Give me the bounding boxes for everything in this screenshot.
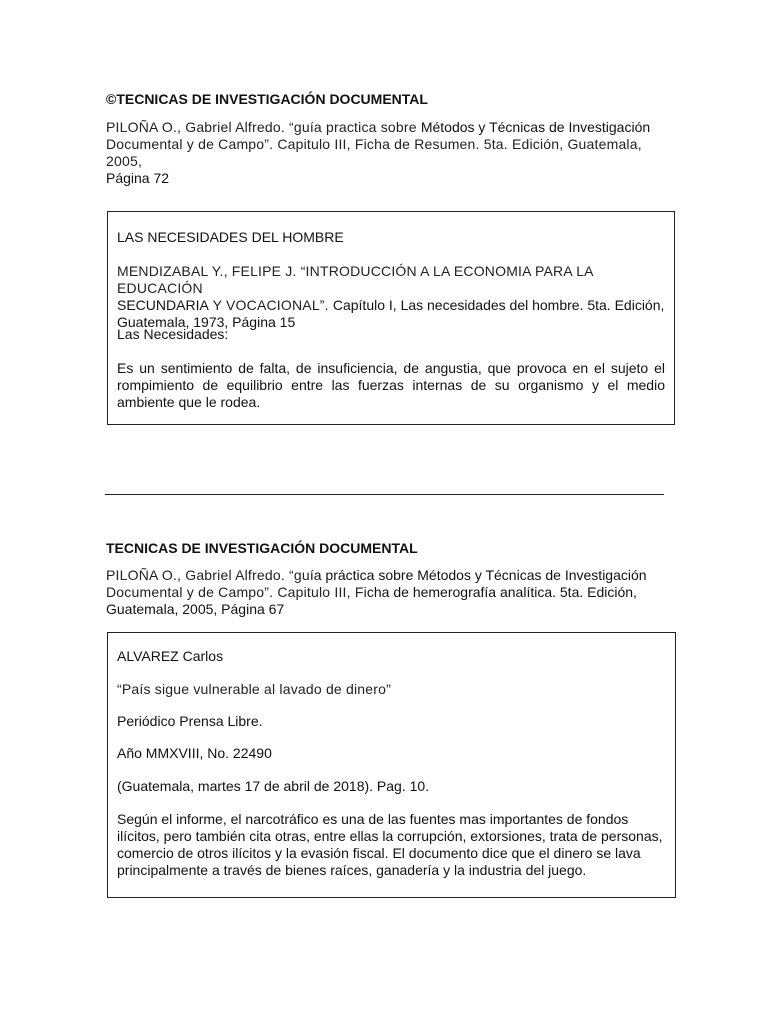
card2-article-title: “País sigue vulnerable al lavado de dinero” — [117, 681, 391, 697]
card2-body: Según el informe, el narcotráfico es una de las fuentes mas importantes de fondos ilícitos, pero también cita otras, entre ellas la corrupción, extorsiones, trata de personas, comercio de otros ilícitos y la evasión fiscal. El documento dice que el dinero se lava principalmente a través de bienes raíces, ganadería y la industria del juego. — [117, 811, 663, 878]
card1-title: LAS NECESIDADES DEL HOMBRE — [117, 229, 344, 245]
section2-citation-part5: Guatemala, 2005, Página 67 — [106, 601, 285, 617]
card1-ref-a: MENDIZABAL Y., FELIPE J. “INTRODUCCIÓN A LA ECONOMIA PARA LA EDUCACIÓN — [117, 263, 593, 296]
section1-citation — [106, 119, 666, 187]
summary-card — [107, 211, 675, 425]
section1-citation-part3: Documental y de Campo”. Capitulo III, Ficha de Resumen. 5ta. Edición, Guatemala, 2005, — [106, 136, 642, 169]
card1-label: Las Necesidades: — [117, 326, 229, 342]
card1-ref-d: Capítulo I, Las necesidades del hombre. 5ta. Edición, — [332, 297, 665, 313]
card2-issue: Año MMXVIII, No. 22490 — [117, 745, 272, 761]
card1-reference — [117, 263, 665, 331]
section2-heading: TECNICAS DE INVESTIGACIÓN DOCUMENTAL — [106, 540, 418, 556]
section2-citation-part1: PILOÑA O., Gabriel Alfredo. “gu — [106, 567, 310, 583]
card1-ref-c: Y VOCACIONAL”. — [208, 297, 333, 313]
card2-date: (Guatemala, martes 17 de abril de 2018). Pag. 10. — [117, 778, 430, 794]
card2-newspaper: Periódico Prensa Libre. — [117, 713, 263, 729]
section-divider — [105, 494, 664, 495]
section2-citation-part3: Documental y de Campo”. Capitulo III, Fi — [106, 584, 367, 600]
card1-ref-b: SECUNDARIA — [117, 297, 209, 313]
section1-citation-part4: Página 72 — [106, 170, 170, 186]
card1-body: Es un sentimiento de falta, de insuficiencia, de angustia, que provoca en el sujeto el rompimiento de equilibrio entre las fuerzas internas de su organismo y el medio ambiente que le rodea. — [117, 360, 665, 410]
section1-heading: ©TECNICAS DE INVESTIGACIÓN DOCUMENTAL — [106, 91, 428, 107]
section2-citation-part2: ía práctica sobre Métodos y Técnicas de Investigación — [309, 567, 647, 583]
card1-ref-e: Guatemala, 1973, Página 15 — [117, 314, 296, 330]
section2-citation-part4: cha de hemerografía analítica. 5ta. Edición, — [366, 584, 637, 600]
section1-citation-part1: PILOÑA O., Gabriel Alfredo. “guía practica sobre — [106, 119, 421, 135]
section1-citation-part2: Métodos y Técnicas de Investigación — [420, 119, 651, 135]
card2-author: ALVAREZ Carlos — [117, 648, 224, 664]
section2-citation — [106, 567, 666, 618]
hemerography-card — [107, 632, 676, 898]
